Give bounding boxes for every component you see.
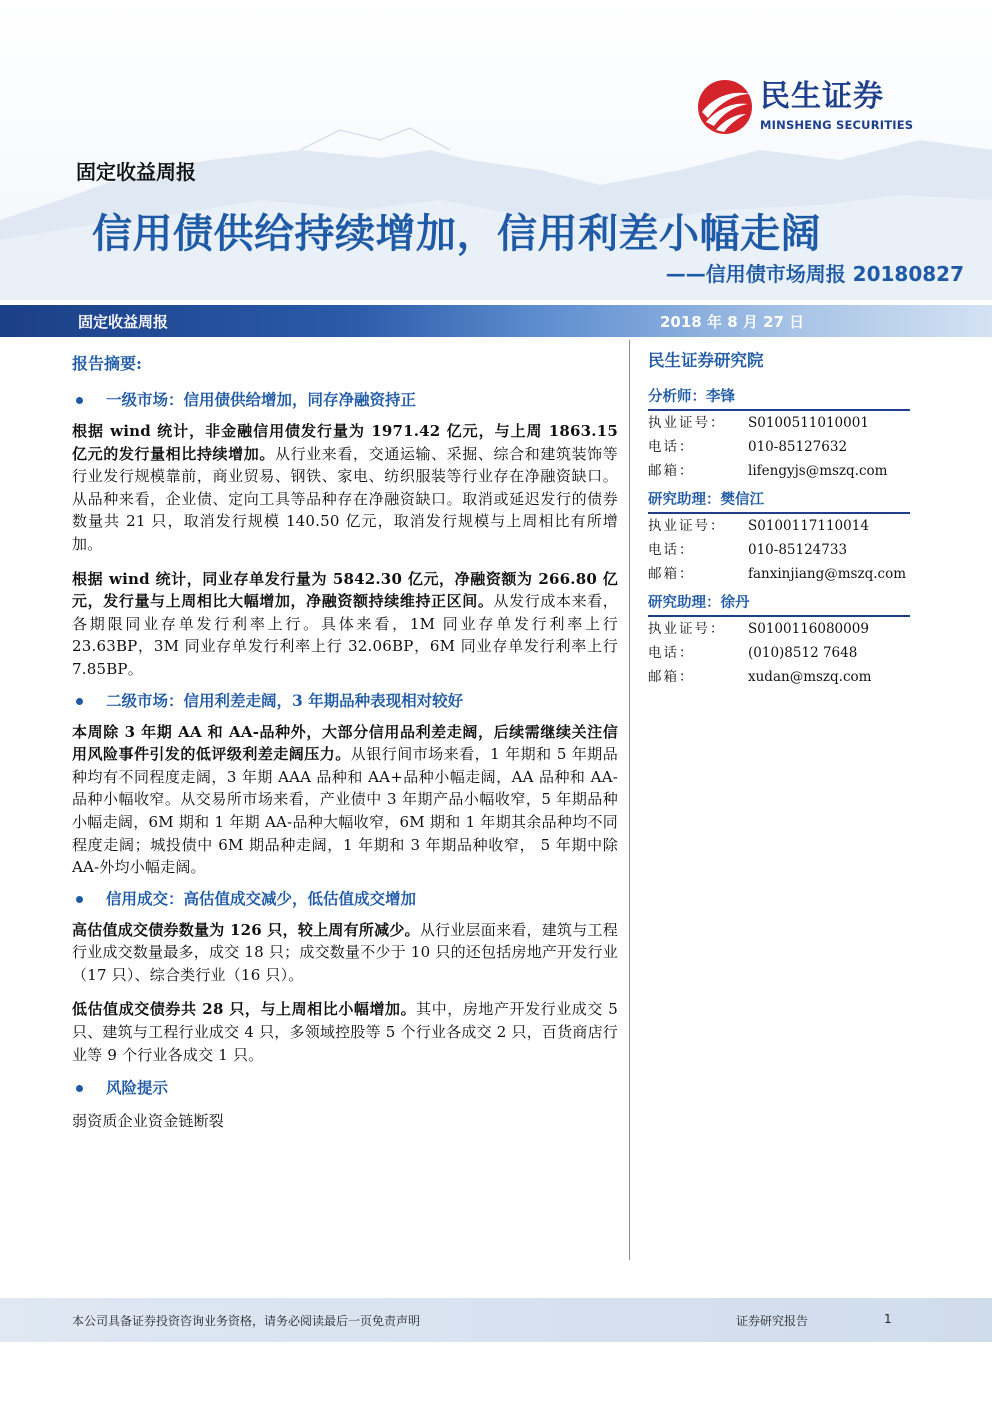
page-number: 1	[884, 1312, 892, 1326]
cert-number: S0100511010001	[748, 415, 869, 431]
logo-english-name: MINSHENG SECURITIES	[760, 118, 914, 132]
tel-number: 010-85127632	[748, 439, 848, 455]
paragraph: 本周除 3 年期 AA 和 AA-品种外，大部分信用品利差走阔，后续需继续关注信用风险事件引发的低评级利差走阔压力。从银行间市场来看，1 年期和 5 年期品种均有不同程度走阔，3 年期 AAA 品种和 AA+品种小幅走阔，AA 品种和 AA-品种小幅收窄。从交易所市场来看，产业债中 3 年期产品小幅收窄，5 年期品种小幅走阔，6M 期和 1 年期 AA-品种大幅收窄，6M 期和 1 年期其余品种均不同程度走阔；城投债中 6M 期品种走阔，1 年期和 3 年期品种收窄， 5 年期中除 AA-外均小幅走阔。	[72, 722, 618, 877]
footer-disclaimer: 本公司具备证券投资咨询业务资格，请务必阅读最后一页免责声明	[72, 1314, 421, 1328]
paragraph: 高估值成交债券数量为 126 只，较上周有所减少。从行业层面来看，建筑与工程行业成交数量最多，成交 18 只；成交数量不少于 10 只的还包括房地产开发行业（17 只）、综合类行业（16 只）。	[72, 920, 618, 984]
bullet-dot-icon	[76, 698, 83, 705]
page-footer	[0, 1298, 992, 1342]
email-link[interactable]: fanxinjiang@mszq.com	[748, 566, 907, 582]
email-label: 邮箱：	[648, 566, 695, 582]
email-link[interactable]: lifengyjs@mszq.com	[748, 463, 888, 479]
column-divider	[629, 340, 630, 1260]
bullet-dot-icon	[76, 896, 83, 903]
report-title: 信用债供给持续增加，信用利差小幅走阔	[92, 211, 821, 257]
header-band	[0, 305, 992, 337]
analyst-role: 研究助理：樊信江	[648, 489, 910, 514]
cert-number: S0100116080009	[748, 621, 869, 637]
paragraph: 低估值成交债券共 28 只，与上周相比小幅增加。其中，房地产开发行业成交 5 只、建筑与工程行业成交 4 只，多领域控股等 5 个行业各成交 2 只，百货商店行业等 9 个行业各成交 1 只。	[72, 1000, 618, 1064]
analyst-card	[648, 489, 910, 586]
report-subtitle: ——信用债市场周报 20180827	[665, 262, 964, 286]
institute-name: 民生证券研究院	[648, 351, 764, 370]
cert-label: 执业证号：	[648, 518, 726, 534]
footer-doc-type: 证券研究报告	[736, 1314, 809, 1328]
summary-heading: 报告摘要:	[72, 354, 142, 373]
email-label: 邮箱：	[648, 669, 695, 685]
email-label: 邮箱：	[648, 463, 695, 479]
logo-swoosh-icon	[696, 78, 754, 136]
tel-label: 电话：	[648, 645, 695, 661]
report-type-label: 固定收益周报	[76, 160, 196, 184]
cert-label: 执业证号：	[648, 415, 726, 431]
analyst-role: 分析师：李锋	[648, 386, 910, 411]
logo-chinese-name: 民生证券	[760, 79, 884, 114]
bullet-dot-icon	[76, 1085, 83, 1092]
tel-label: 电话：	[648, 542, 695, 558]
tel-number: (010)8512 7648	[748, 645, 858, 661]
analyst-role: 研究助理：徐丹	[648, 592, 910, 617]
tel-label: 电话：	[648, 439, 695, 455]
paragraph: 根据 wind 统计，非金融信用债发行量为 1971.42 亿元，与上周 1863.15 亿元的发行量相比持续增加。从行业来看，交通运输、采掘、综合和建筑装饰等行业发行规模靠前，商业贸易、钢铁、家电、纺织服装等行业存在净融资缺口。从品种来看，企业债、定向工具等品种存在净融资缺口。取消或延迟发行的债券数量共 21 只，取消发行规模 140.50 亿元，取消发行规模与上周相比有所增加。	[72, 422, 618, 553]
analyst-sidebar	[648, 348, 910, 695]
company-logo	[696, 74, 936, 138]
band-category: 固定收益周报	[78, 313, 169, 331]
analyst-card	[648, 592, 910, 689]
tel-number: 010-85124733	[748, 542, 848, 558]
cert-label: 执业证号：	[648, 621, 726, 637]
cert-number: S0100117110014	[748, 518, 869, 534]
paragraph: 根据 wind 统计，同业存单发行量为 5842.30 亿元，净融资额为 266.80 亿元，发行量与上周相比大幅增加，净融资额持续维持正区间。从发行成本来看，各期限同业存单发行利率上行。具体来看，1M 同业存单发行利率上行 23.63BP，3M 同业存单发行利率上行 32.06BP，6M 同业存单发行利率上行 7.85BP。	[72, 569, 618, 678]
section-secondary-market-title: 二级市场：信用利差走阔，3 年期品种表现相对较好	[72, 689, 618, 713]
risk-text: 弱资质企业资金链断裂	[72, 1112, 225, 1131]
email-link[interactable]: xudan@mszq.com	[748, 669, 872, 685]
report-date: 2018 年 8 月 27 日	[660, 313, 805, 331]
bullet-dot-icon	[76, 397, 83, 404]
section-credit-trading-title: 信用成交：高估值成交减少，低估值成交增加	[72, 887, 618, 911]
section-primary-market-title: 一级市场：信用债供给增加，同存净融资持正	[72, 388, 618, 412]
section-risk-title: 风险提示	[72, 1076, 618, 1100]
analyst-card	[648, 386, 910, 483]
summary-column	[72, 352, 618, 1133]
